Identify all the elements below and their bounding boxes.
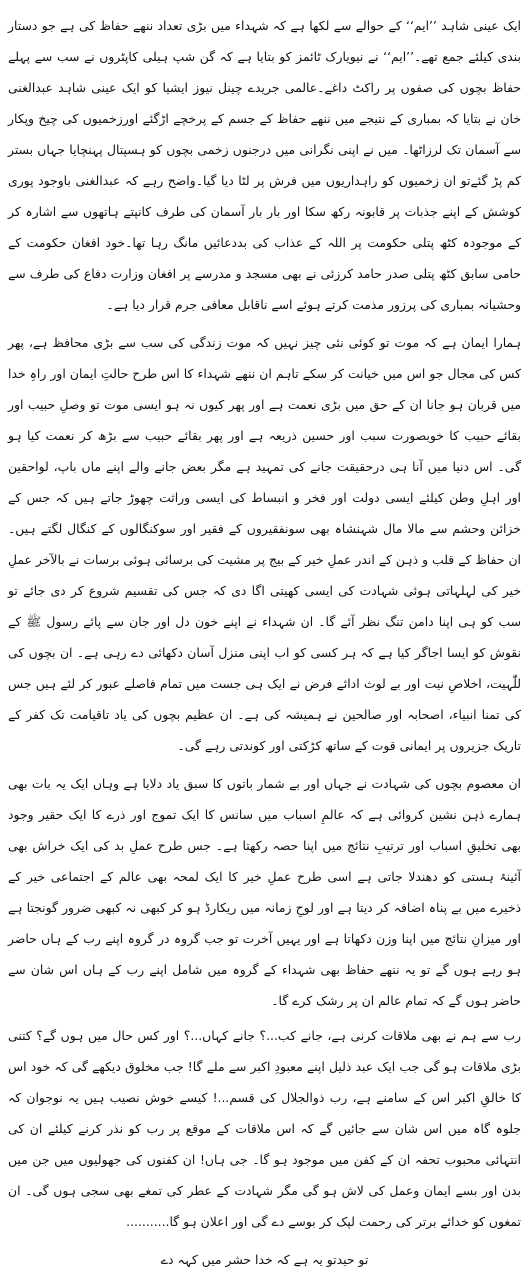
article-paragraph: ہمارا ایمان ہے کہ موت تو کوئی نئی چیز نہیں کہ موت زندگی کی سب سے بڑی محافظ ہے، پھر کس کی مجال جو اس میں خیانت کر سکے تاہم ان ننھے شہداء کا اس طرح حالتِ ایمان اور راہِ خدا میں قربان ہو جانا ان کے حق میں بڑی نعمت ہے اور پھر کیوں نہ ہو ایسی موت تو وصلِ حبیب اور بقائے حبیب کا خوبصورت سبب اور حسین ذریعہ ہے اور پھر بقائے حبیب سے بڑھ کر نعمت کیا ہو گی۔ اس دنیا میں آنا ہی درحقیقت جانے کی تمہید ہے مگر بعض جانے والے اپنے ماں باپ، لواحقین اور اہلِ وطن کیلئے ایسی دولت اور فخر و انبساط کی ایسی وراثت چھوڑ جاتے ہیں کہ جس کے خزائن وحشم سے مالا مال شہنشاہ بھی سونفقیروں کے فقیر اور سوکنگالوں کے کنگال لگتے ہیں۔ ان حفاظ کے قلب و ذہن کے اندر عملِ خیر کے بیج پر مشیت کی برسائی ہوئی برسات نے بالآخر عملِ خیر کی لہلہاتی ہوئی شہادت کی ایسی کھیتی اگا دی کہ جس کی تقسیم شروع کر دی جائے تو سب کو ہی اپنا دامن تنگ نظر آئے گا۔ ان شہداء نے اپنے خون دل اور جان سے پائے رسول ﷺ کے نقوش کو ایسا اجاگر کیا ہے کہ ہر کسی کو اب اپنی منزل آسان دکھائی دے رہی ہے۔ ان بچوں کی للّٰہیت، اخلاصِ نیت اور بے لوث ادائے فرض نے ایک ہی جست میں تمام فاصلے عبور کر لئے ہیں جس کی تمنا انبیاء، اصحابہ اور صالحین نے ہمیشہ کی ہے۔ ان عظیم بچوں کی یاد تاقیامت تک کفر کے تاریک جزیروں پر ایمانی قوت کے ساتھ کڑکتی اور کوندتی رہے گی۔ — [8, 335, 521, 753]
closing-verse: تو حیدتو یہ ہے کہ خدا حشر میں کہہ دے — [160, 1252, 369, 1267]
article-paragraph: ایک عینی شاہد ’’ایم‘‘ کے حوالے سے لکھا ہے کہ شہداء میں بڑی تعداد ننھے حفاظ کی ہے جو دستار بندی کیلئے جمع تھے۔’’ایم‘‘ نے نیویارک ٹائمز کو بتایا ہے کہ گن شپ ہیلی کاپٹروں نے سب سے پہلے حفاظ بچوں کی صفوں پر راکٹ داغے۔عالمی جریدے چینل نیوز ایشیا کو ایک عینی شاہد عبدالغنی خان نے بتایا کہ بمباری کے نتیجے میں ننھے حفاظ کے جسم کے پرخچے اڑگئے اورزخمیوں کی چیخ وپکار سے آسمان تک لرزاٹھا۔ میں نے اپنی نگرانی میں درجنوں زخمی بچوں کو ہسپتال پہنچایا جہاں بستر کم پڑ گئےتو ان زخمیوں کو راہداریوں میں فرش پر لٹا دیا گیا۔واضح رہے کہ عبدالغنی باوجود پوری کوشش کے اپنے جذبات پر قابونہ رکھ سکا اور بار بار آسمان کی طرف کانپتے ہاتھوں سے اشارہ کر کے موجودہ کٹھ پتلی حکومت پر اللہ کے عذاب کی بددعائیں مانگ رہا تھا۔خود افغان حکومت کے حامی سابق کٹھ پتلی صدر حامد کرزئی نے بھی مسجد و مدرسے پر افغان وزارت دفاع کی طرف سے وحشیانہ بمباری کی پرزور مذمت کرتے ہوئے اسے ناقابل معافی جرم قرار دیا ہے۔ — [8, 18, 521, 312]
article-paragraph: رب سے ہم نے بھی ملاقات کرنی ہے، جانے کب...؟ جانے کہاں...؟ اور کس حال میں ہوں گے؟ کتنی بڑی ملاقات ہو گی جب ایک عبد ذلیل اپنے معبودِ اکبر سے ملے گا! جب مخلوق دیکھے گی کہ خود اس کا خالقِ اکبر اس کے سامنے ہے، رب ذوالجلال کی قسم...! کیسے خوش نصیب ہیں یہ نوجوان کہ جلوہ گاہ میں اس شان سے جائیں گے کہ اس ملاقات کے موقع پر رب کو نذر کرنے کیلئے ان کی انتہائی محبوب تحفہ ان کے کفن میں موجود ہو گا۔ جی ہاں! ان کفنوں کی جھولیوں میں جن میں بدن اور بسے ایمان وعمل کی لاش ہو گی مگر شہادت کے عطر کی تمغے بھی سجی ہوں گی۔ ان تمغوں کو خدائے برتر کی رحمت لپک کر بوسے دے گی اور اعلان ہو گا........... — [8, 1028, 521, 1229]
article-paragraph: ان معصوم بچوں کی شہادت نے جہاں اور بے شمار باتوں کا سبق یاد دلایا ہے وہاں ایک یہ بات بھی ہمارے ذہن نشین کروائی ہے کہ عالمِ اسباب میں سانس کا ایک تموج اور ذرے کا ایک حقیر وجود بھی تخلیقِ اسباب اور ترتیبِ نتائج میں اپنا حصہ رکھتا ہے۔ جس طرح عملِ بد کی ایک خراش بھی آئینۂ ہستی کو دھندلا جاتی ہے اسی طرح عملِ خیر کا ایک لمحہ بھی عالم کے اجتماعی خیر کے ذخیرے میں بے پناہ اضافہ کر دیتا ہے اور لوحِ زمانہ میں ریکارڈ ہو کر کبھی نہ کبھی ضرور گونجتا ہے اور میزانِ نتائج میں اپنا وزن دکھاتا ہے اور یہیں آخرت تو جب گروہ در گروہ اپنے رب کے ہاں حاضر ہو رہے ہوں گے تو یہ ننھے حفاظ بھی شہداء کے گروہ میں شامل اپنے رب کے ہاں اس شان سے حاضر ہوں گے کہ تمام عالم ان پر رشک کرے گا۔ — [8, 776, 521, 1008]
